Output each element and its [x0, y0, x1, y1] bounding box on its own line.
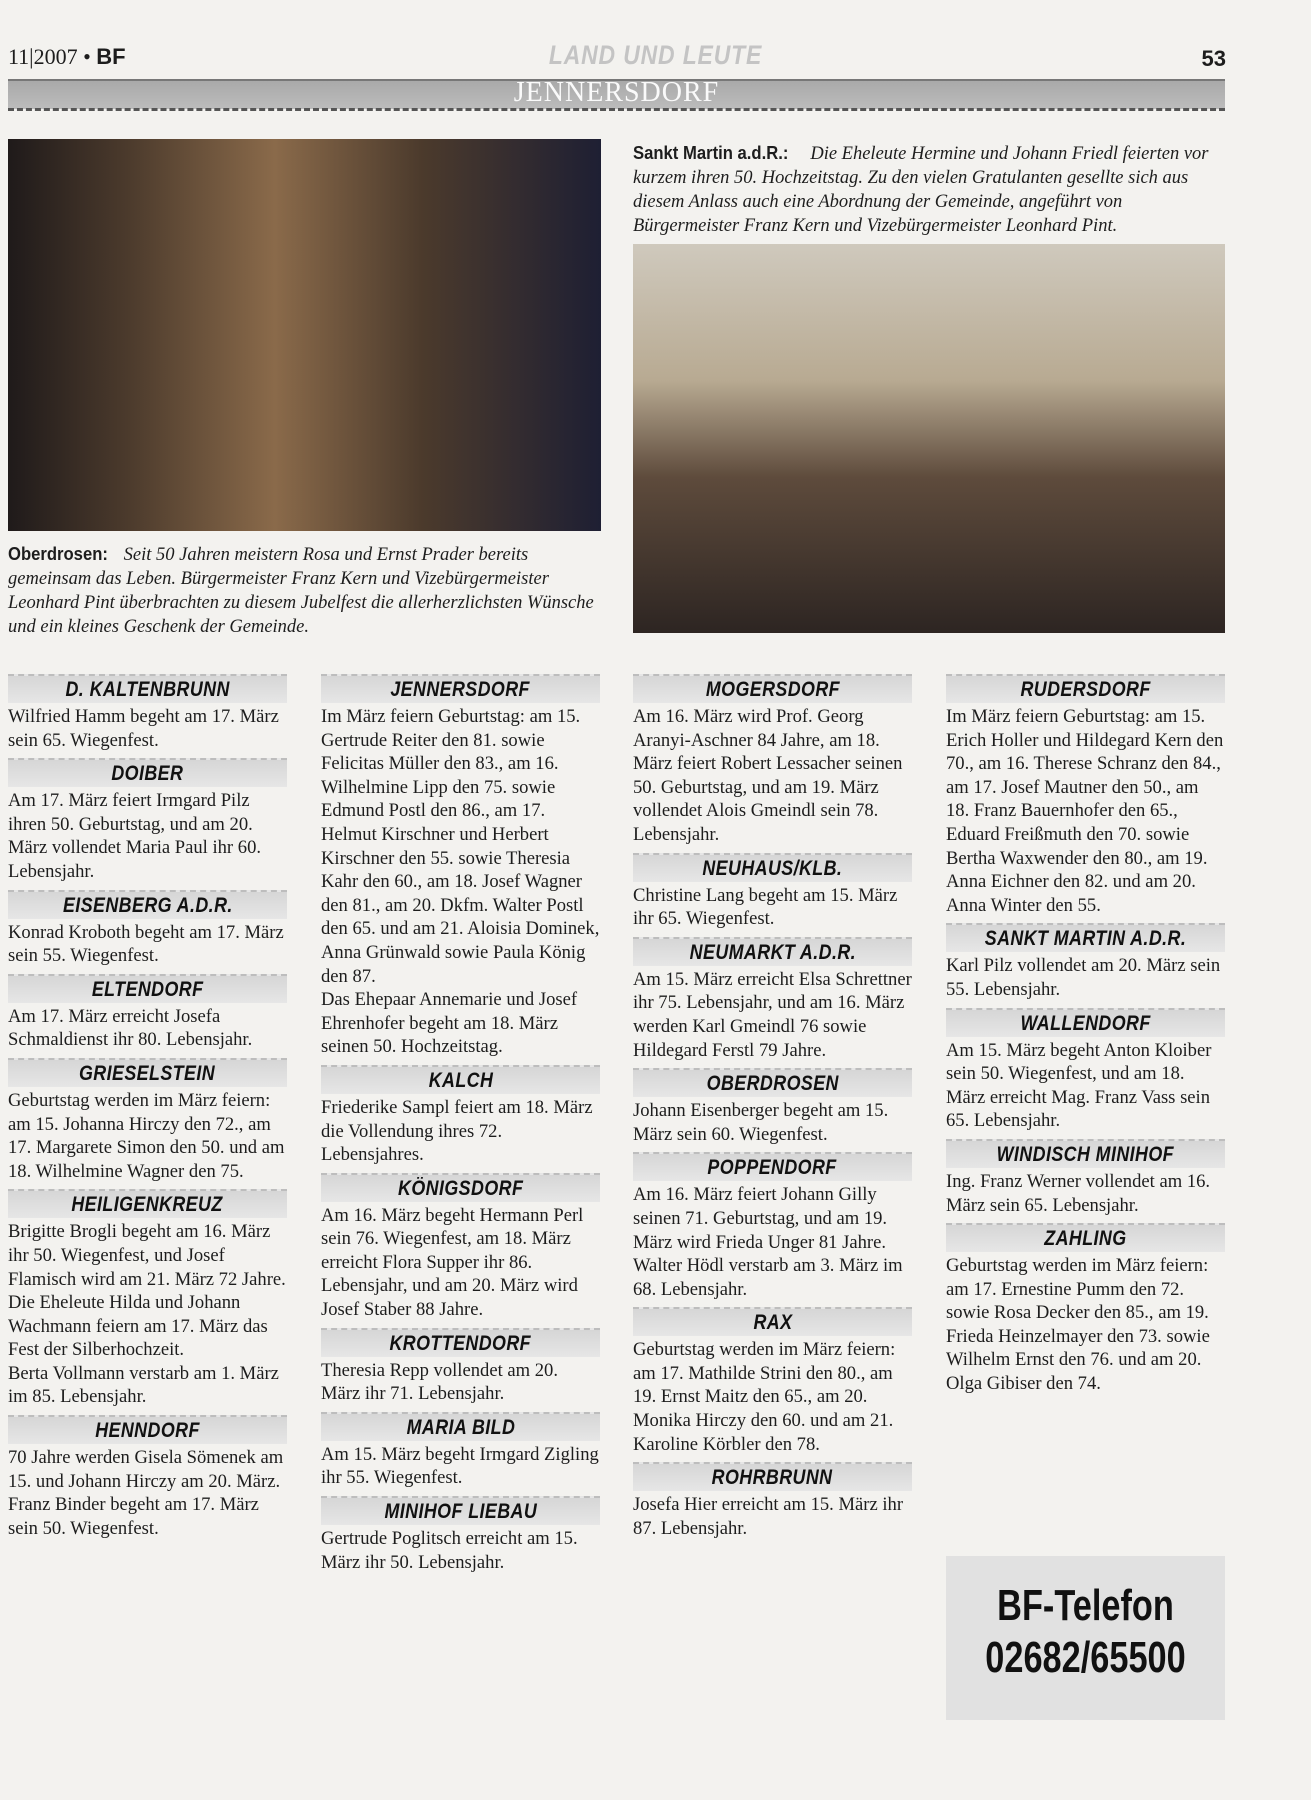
town-section [946, 1008, 1225, 1133]
announcement-text: Theresia Repp vollendet am 20. März ihr 71. Lebensjahr. [321, 1359, 558, 1405]
town-heading [633, 674, 912, 703]
column-4 [946, 674, 1225, 1402]
town-section [633, 1152, 912, 1301]
announcement-text: Am 15. März begeht Irmgard Zigling ihr 55. Wiegenfest. [321, 1443, 599, 1489]
town-heading [321, 1173, 600, 1202]
announcement-text: Geburtstag werden im März feiern: am 17. Mathilde Strini den 80., am 19. Ernst Maitz den 65., am 20. Monika Hirczy den 60. und am 21. Karoline Körbler den 78. [633, 1339, 896, 1455]
issue-date: 11|2007 [8, 44, 78, 69]
town-heading [8, 890, 287, 919]
town-section [633, 1462, 912, 1540]
town-section [8, 758, 287, 883]
dashed-divider [8, 108, 1225, 111]
town-heading [8, 974, 287, 1003]
town-section [633, 853, 912, 931]
town-heading-text: RUDERSDORF [1020, 678, 1151, 701]
town-section [321, 1496, 600, 1574]
town-heading-text: JENNERSDORF [390, 678, 531, 701]
town-heading [946, 1139, 1225, 1168]
town-heading [946, 1008, 1225, 1037]
photo-sankt-martin-couple [633, 244, 1225, 633]
announcement-text: Josefa Hier erreicht am 15. März ihr 87. Lebensjahr. [633, 1494, 904, 1539]
town-heading-text: KALCH [428, 1068, 493, 1092]
page-number: 53 [1201, 46, 1226, 71]
town-heading-text: SANKT MARTIN A.D.R. [984, 927, 1187, 951]
town-heading-text: HEILIGENKREUZ [71, 1193, 224, 1217]
town-heading [8, 1058, 287, 1087]
town-heading [633, 853, 912, 882]
town-section [8, 1058, 287, 1183]
town-heading-text: NEUMARKT A.D.R. [689, 940, 856, 964]
town-heading [633, 1068, 912, 1097]
town-heading [321, 1328, 600, 1357]
town-heading-text: NEUHAUS/KLB. [702, 856, 843, 880]
town-heading-text: ROHRBRUNN [712, 1466, 833, 1490]
photo-caption-sankt-martin [633, 141, 1225, 238]
town-heading-text: WINDISCH MINIHOF [996, 1142, 1175, 1166]
announcement-text: Am 17. März feiert Irmgard Pilz ihren 50. Geburtstag, und am 20. März vollendet Maria Paul ihr 60. Lebensjahr. [8, 790, 262, 882]
caption-text: Seit 50 Jahren meistern Rosa und Ernst Prader bereits gemeinsam das Leben. Bürgermeister Franz Kern und Vizebürgermeister Leonhard Pint überbrachten zu diesem Jubelfest die allerherzlichsten Wünsche und ein kleines Geschenk der Gemeinde. [8, 545, 594, 637]
announcement-text: Christine Lang begeht am 15. März ihr 65. Wiegenfest. [633, 884, 898, 930]
town-section [8, 890, 287, 968]
town-heading-text: RAX [753, 1311, 792, 1335]
telephone-label: BF-Telefon [997, 1581, 1174, 1630]
announcement-text: Ing. Franz Werner vollendet am 16. März sein 65. Lebensjahr. [946, 1170, 1211, 1216]
town-section [321, 1412, 600, 1490]
telephone-number: 02682/65500 [985, 1633, 1186, 1682]
town-heading [321, 1496, 600, 1525]
announcement-text: Brigitte Brogli begeht am 16. März ihr 50. Wiegenfest, und Josef Flamisch wird am 21. März 72 Jahre. [8, 1221, 286, 1290]
town-section [633, 1068, 912, 1146]
column-2 [321, 674, 600, 1580]
town-section [946, 674, 1225, 917]
town-heading-text: POPPENDORF [707, 1156, 838, 1180]
town-heading [8, 758, 287, 787]
town-heading [633, 1152, 912, 1181]
town-section [946, 923, 1225, 1001]
town-heading [633, 1307, 912, 1336]
town-heading-text: DOIBER [111, 762, 184, 786]
announcement-text: Johann Eisenberger begeht am 15. März sein 60. Wiegenfest. [633, 1100, 889, 1145]
announcement-text: Im März feiern Geburtstag: am 15. Erich Holler und Hildegard Kern den 70., am 16. Therese Schranz den 84., am 17. Josef Mautner den 50., am 18. Franz Bauernhofer den 65., Eduard Freißmuth den 70. sowie Bertha Waxwender den 80., am 19. Anna Eichner den 82. und am 20. Anna Winter den 55. [946, 706, 1224, 916]
caption-place: Sankt Martin a.d.R.: [633, 142, 789, 163]
announcement-text: Das Ehepaar Annemarie und Josef Ehrenhofer begeht am 18. März seinen 50. Hochzeitstag. [321, 989, 578, 1058]
town-heading-text: ZAHLING [1044, 1227, 1127, 1251]
town-heading [321, 1412, 600, 1441]
announcement-text: Am 17. März erreicht Josefa Schmaldienst ihr 80. Lebensjahr. [8, 1005, 253, 1051]
announcement-text: Karl Pilz vollendet am 20. März sein 55. Lebensjahr. [946, 955, 1221, 1000]
town-heading-text: D. KALTENBRUNN [65, 678, 230, 701]
announcement-text: Am 16. März wird Prof. Georg Aranyi-Aschner 84 Jahre, am 18. März feiert Robert Lessacher seinen 50. Geburtstag, und am 19. März vollendet Alois Gmeindl sein 78. Lebensjahr. [633, 706, 903, 845]
town-heading [946, 674, 1225, 703]
town-section [321, 1173, 600, 1322]
column-3 [633, 674, 912, 1546]
caption-text: Die Eheleute Hermine und Johann Friedl feierten vor kurzem ihren 50. Hochzeitstag. Zu den vielen Gratulanten gesellte sich aus diesem Anlass auch eine Abordnung der Gemeinde, angeführt von Bürgermeister Franz Kern und Vizebürgermeister Leonhard Pint. [633, 144, 1209, 236]
town-heading [633, 937, 912, 966]
town-heading-text: HENNDORF [95, 1419, 200, 1443]
town-heading [633, 1462, 912, 1491]
brand-name: BF [96, 44, 126, 69]
town-section [321, 1065, 600, 1167]
town-section [8, 1415, 287, 1540]
town-heading [8, 1415, 287, 1444]
town-section [946, 1139, 1225, 1217]
column-1 [8, 674, 287, 1546]
announcement-text: Geburtstag werden im März feiern: am 17. Ernestine Pumm den 72. sowie Rosa Decker den 85., am 19. Frieda Heinzelmayer den 73. sowie Wilhelm Ernst den 76. und am 20. Olga Gibiser den 74. [946, 1255, 1210, 1395]
town-section [946, 1223, 1225, 1396]
town-heading [8, 674, 287, 703]
town-heading-text: ELTENDORF [91, 977, 204, 1001]
announcement-text: Am 15. März erreicht Elsa Schrettner ihr 75. Lebensjahr, und am 16. März werden Karl Gmeindl 76 sowie Hildegard Ferstl 79 Jahre. [633, 968, 912, 1061]
town-section [633, 1307, 912, 1456]
announcement-text: Wilfried Hamm begeht am 17. März sein 65. Wiegenfest. [8, 706, 279, 751]
telephone-box [946, 1556, 1225, 1720]
town-heading [946, 923, 1225, 952]
town-heading [321, 1065, 600, 1094]
announcement-text: Am 16. März begeht Hermann Perl sein 76. Wiegenfest, am 18. März erreicht Flora Supper ihr 86. Lebensjahr, und am 20. März wird Josef Staber 88 Jahre. [321, 1204, 584, 1321]
town-heading-text: OBERDROSEN [706, 1072, 839, 1096]
bullet: • [83, 44, 91, 69]
announcement-text: Walter Hödl verstarb am 3. März im 68. Lebensjahr. [633, 1255, 903, 1300]
town-heading-text: MOGERSDORF [705, 678, 840, 701]
announcement-text: Am 15. März begeht Anton Kloiber sein 50. Wiegenfest, und am 18. März erreicht Mag. Franz Vass sein 65. Lebensjahr. [946, 1039, 1212, 1132]
announcement-text: Geburtstag werden im März feiern: am 15. Johanna Hirczy den 72., am 17. Margarete Simon den 50. und am 18. Wilhelmine Wagner den 75. [8, 1089, 285, 1182]
announcement-text: Im März feiern Geburtstag: am 15. Gertrude Reiter den 81. sowie Felicitas Müller den 83., am 16. Wilhelmine Lipp den 75. sowie Edmund Postl den 86., am 17. Helmut Kirschner und Herbert Kirschner den 55. sowie Theresia Kahr den 60., am 18. Josef Wagner den 81., am 20. Dkfm. Walter Postl den 65. und am 21. Aloisia Dominek, Anna Grünwald sowie Paula König den 87. [321, 706, 600, 987]
announcement-text: Berta Vollmann verstarb am 1. März im 85. Lebensjahr. [8, 1362, 279, 1408]
announcement-text: Friederike Sampl feiert am 18. März die Vollendung ihres 72. Lebensjahres. [321, 1096, 593, 1166]
town-heading [321, 674, 600, 703]
town-section [8, 674, 287, 752]
town-heading [946, 1223, 1225, 1252]
photo-caption-oberdrosen [8, 542, 603, 639]
town-section [321, 1328, 600, 1406]
caption-place: Oberdrosen: [8, 543, 108, 564]
announcement-text: Die Eheleute Hilda und Johann Wachmann feiern am 17. März das Fest der Silberhochzeit. [8, 1292, 268, 1361]
town-section [8, 1189, 287, 1409]
photo-oberdrosen-couple [8, 139, 601, 531]
announcement-text: Am 16. März feiert Johann Gilly seinen 71. Geburtstag, und am 19. März wird Frieda Unger 81 Jahre. [633, 1184, 888, 1253]
town-heading-text: KROTTENDORF [389, 1331, 532, 1355]
section-title: LAND UND LEUTE [548, 40, 763, 70]
town-section [633, 937, 912, 1062]
town-heading-text: EISENBERG A.D.R. [62, 893, 233, 917]
announcement-text: 70 Jahre werden Gisela Sömenek am 15. und Johann Hirczy am 20. März. Franz Binder begeht am 17. März sein 50. Wiegenfest. [8, 1447, 284, 1539]
town-section [8, 974, 287, 1052]
town-heading-text: WALLENDORF [1020, 1011, 1151, 1035]
town-heading-text: MINIHOF LIEBAU [384, 1500, 537, 1524]
town-heading [8, 1189, 287, 1218]
region-title: JENNERSDORF [513, 77, 720, 108]
town-heading-text: KÖNIGSDORF [397, 1176, 524, 1200]
town-section [321, 674, 600, 1059]
town-heading-text: GRIESELSTEIN [79, 1061, 216, 1085]
announcement-text: Gertrude Poglitsch erreicht am 15. März ihr 50. Lebensjahr. [321, 1528, 578, 1573]
town-heading-text: MARIA BILD [406, 1415, 515, 1439]
announcement-text: Konrad Kroboth begeht am 17. März sein 55. Wiegenfest. [8, 921, 284, 967]
town-section [633, 674, 912, 847]
